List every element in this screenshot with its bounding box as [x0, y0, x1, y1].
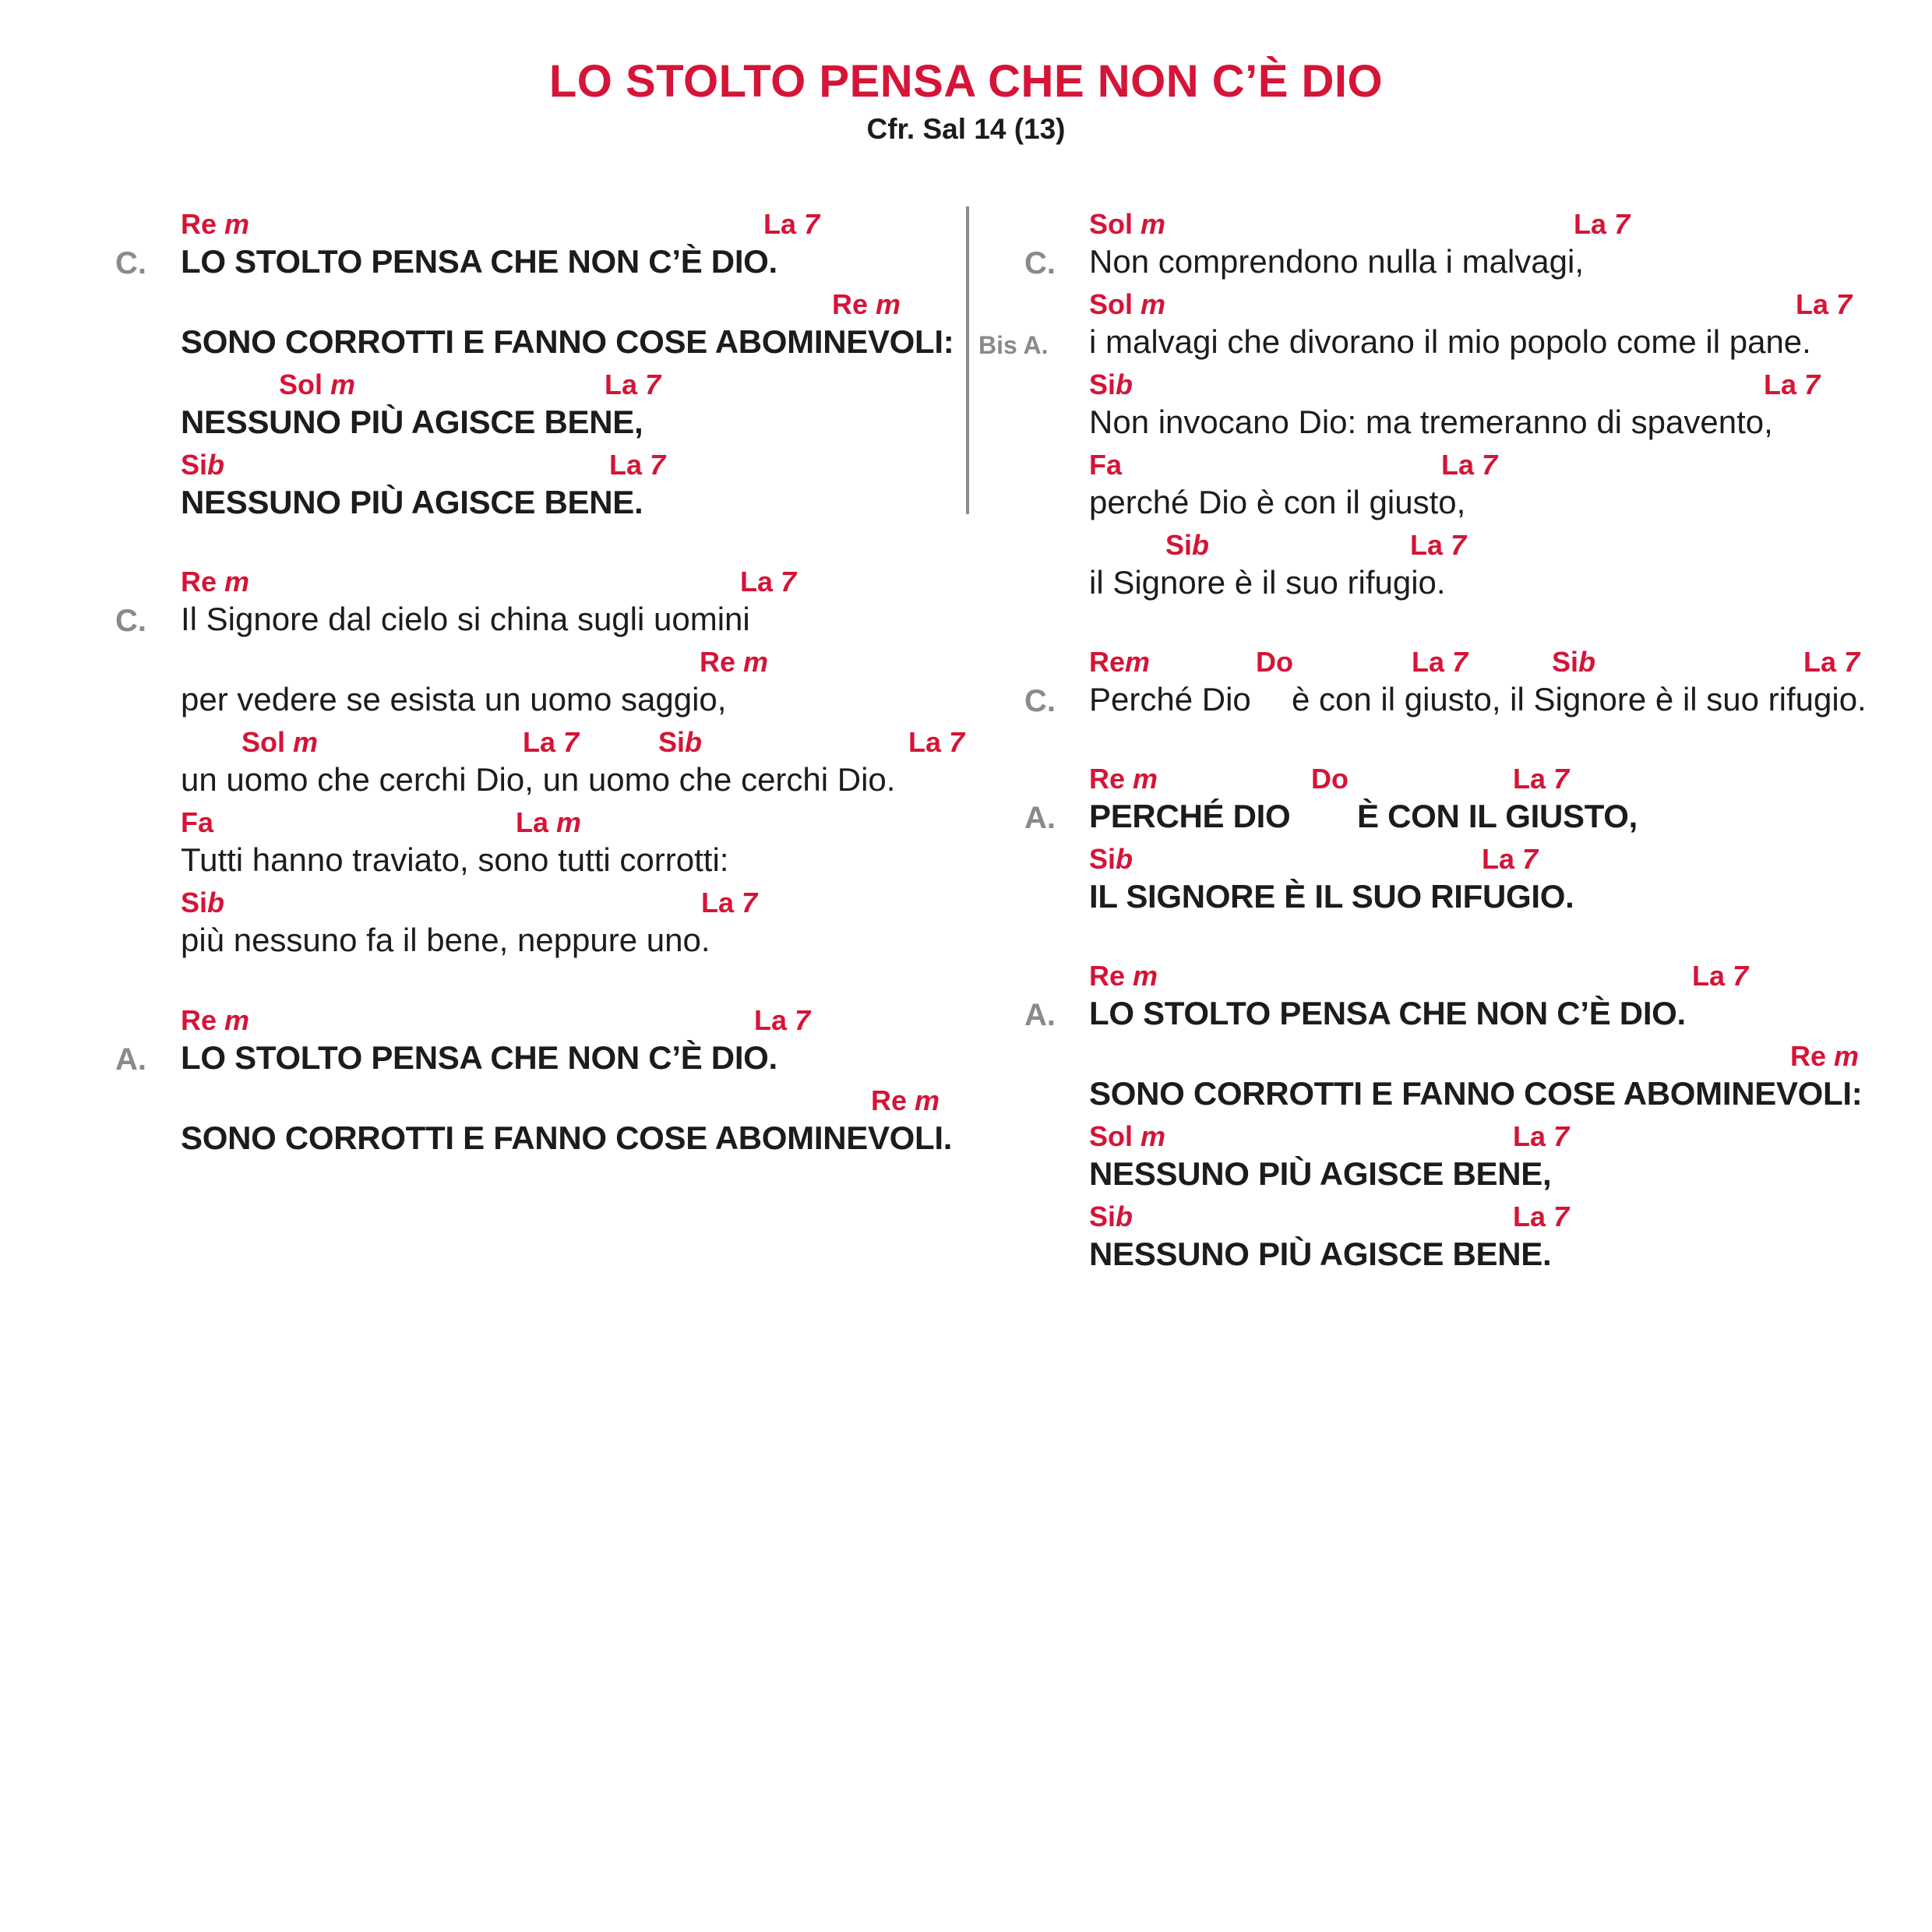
chord-si-bemolle: Sib — [1165, 529, 1210, 561]
chord-re-minor: Re m — [1790, 1040, 1860, 1072]
chord-si-bemolle: Sib — [658, 726, 703, 758]
lyric-line: un uomo che cerchi Dio, un uomo che cerchi Dio. — [181, 761, 896, 798]
role-assembly: A. — [115, 1042, 146, 1077]
chord-la-7: La 7 — [1410, 529, 1467, 561]
lyric-line: NESSUNO PIÙ AGISCE BENE, — [1089, 1155, 1552, 1192]
chord-re-minor: Re m — [181, 566, 250, 598]
role-assembly: A. — [1024, 801, 1056, 835]
chord-si-bemolle: Sib — [181, 887, 225, 918]
lyric-line: è con il giusto, il Signore è il suo rifugio. — [1292, 681, 1867, 717]
chord-la-7: La 7 — [1412, 646, 1468, 678]
chord-do: Do — [1256, 646, 1293, 678]
chord-la-7: La 7 — [523, 726, 580, 758]
lyric-line: Non invocano Dio: ma tremeranno di spavento, — [1089, 404, 1773, 440]
chord-la-7: La 7 — [1574, 208, 1631, 240]
lyric-line: Perché Dio — [1089, 681, 1251, 717]
chord-re-minor: Re m — [181, 1004, 250, 1036]
chord-la-7: La 7 — [1803, 646, 1860, 678]
chord-la-7: La 7 — [609, 449, 666, 481]
lyric-line: Il Signore dal cielo si china sugli uomini — [181, 601, 750, 637]
column-divider — [966, 206, 969, 514]
chord-si-bemolle: Sib — [1089, 368, 1133, 400]
lyric-line: IL SIGNORE È IL SUO RIFUGIO. — [1089, 878, 1574, 915]
role-cantor: C. — [1024, 246, 1056, 280]
chord-la-7: La 7 — [701, 887, 758, 918]
lyric-line: perché Dio è con il giusto, — [1089, 484, 1466, 520]
chord-fa: Fa — [181, 806, 214, 838]
chord-la-7: La 7 — [1796, 288, 1853, 320]
chord-re-minor: Re m — [1089, 763, 1158, 795]
lyric-line: NESSUNO PIÙ AGISCE BENE, — [181, 404, 643, 440]
chord-si-bemolle: Sib — [1552, 646, 1596, 678]
chord-sol-minor: Sol m — [279, 368, 356, 400]
chord-re-minor: Re m — [700, 646, 769, 678]
chord-sol-minor: Sol m — [242, 726, 319, 758]
lyric-line: LO STOLTO PENSA CHE NON C’È DIO. — [181, 243, 777, 280]
chord-do: Do — [1311, 763, 1349, 795]
chord-si-bemolle: Sib — [1089, 1200, 1133, 1232]
chord-si-bemolle: Sib — [1089, 843, 1133, 875]
lyric-line: NESSUNO PIÙ AGISCE BENE. — [181, 484, 643, 520]
chord-la-7: La 7 — [754, 1004, 811, 1036]
chord-la-7: La 7 — [1692, 960, 1749, 992]
lyric-line: per vedere se esista un uomo saggio, — [181, 681, 727, 717]
chord-sol-minor: Sol m — [1089, 1120, 1166, 1152]
chord-sol-minor: Sol m — [1089, 208, 1166, 240]
chord-re-minor: Re m — [181, 208, 250, 240]
chord-la-minor: La m — [516, 806, 582, 838]
chord-la-7: La 7 — [1764, 368, 1821, 400]
lyric-line: È CON IL GIUSTO, — [1357, 798, 1638, 834]
role-cantor: C. — [115, 246, 146, 280]
role-cantor: C. — [115, 604, 146, 638]
lyric-line: PERCHÉ DIO — [1089, 798, 1291, 834]
chord-re-minor: Re m — [1089, 960, 1158, 992]
chord-sol-minor: Sol m — [1089, 288, 1166, 320]
role-assembly: A. — [1024, 998, 1056, 1032]
chord-la-7: La 7 — [1513, 1200, 1570, 1232]
lyric-line: LO STOLTO PENSA CHE NON C’È DIO. — [181, 1039, 777, 1076]
chord-la-7: La 7 — [605, 368, 661, 400]
chord-la-7: La 7 — [1513, 1120, 1570, 1152]
chord-la-7: La 7 — [740, 566, 797, 598]
lyric-line: LO STOLTO PENSA CHE NON C’È DIO. — [1089, 995, 1686, 1031]
lyric-line: SONO CORROTTI E FANNO COSE ABOMINEVOLI. — [181, 1119, 953, 1156]
chord-la-7: La 7 — [1441, 449, 1498, 481]
chord-re-minor: Re m — [832, 288, 901, 320]
chord-la-7: La 7 — [1513, 763, 1570, 795]
lyric-line: il Signore è il suo rifugio. — [1089, 564, 1446, 601]
chord-re-minor: Rem — [1089, 646, 1151, 678]
chord-fa: Fa — [1089, 449, 1123, 481]
lyric-line: più nessuno fa il bene, neppure uno. — [181, 922, 710, 958]
chord-re-minor: Re m — [871, 1084, 940, 1116]
song-title: LO STOLTO PENSA CHE NON C’È DIO — [548, 56, 1384, 107]
psalm-reference: Cfr. Sal 14 (13) — [866, 113, 1066, 145]
lyric-line: SONO CORROTTI E FANNO COSE ABOMINEVOLI: — [181, 323, 954, 360]
chord-la-7: La 7 — [763, 208, 820, 240]
lyric-line: NESSUNO PIÙ AGISCE BENE. — [1089, 1236, 1552, 1272]
chord-la-7: La 7 — [908, 726, 965, 758]
chord-si-bemolle: Sib — [181, 449, 225, 481]
lyric-line: Non comprendono nulla i malvagi, — [1089, 243, 1585, 280]
role-bis-assembly: Bis A. — [978, 331, 1049, 359]
role-cantor: C. — [1024, 684, 1056, 718]
lyric-line: Tutti hanno traviato, sono tutti corrotti: — [181, 841, 729, 878]
lyric-line: i malvagi che divorano il mio popolo come il pane. — [1089, 323, 1811, 360]
lyric-line: SONO CORROTTI E FANNO COSE ABOMINEVOLI: — [1089, 1075, 1863, 1112]
chord-la-7: La 7 — [1482, 843, 1539, 875]
